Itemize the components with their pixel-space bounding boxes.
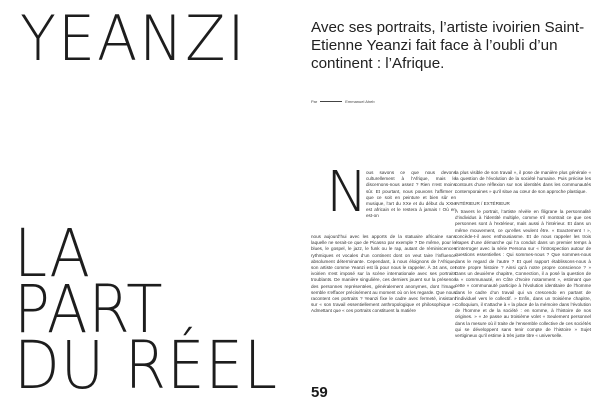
byline-prefix: Par [311,99,318,104]
article-column-a-top [366,170,456,220]
section-title-line-3: DU RÉEL [14,327,278,404]
byline-author: Emmanuel Aheb [345,99,375,104]
page-number: 59 [311,384,328,401]
header-title: YEANZI [20,2,247,75]
drop-cap: N [326,160,368,225]
article-column-b [455,170,591,339]
section-title-line-1: LA [14,215,91,292]
section-title [14,215,307,404]
byline-rule [320,101,342,102]
article-paragraph: ous savons ce que nous devons culturellement à l’Afrique, mais le discernons-nous assez ? Rien n’est moins sûr. Et pourtant, nous pouvons l’affirmer : que ce soit en peinture et bien sûr en musique, l’art du XXe et du début du XXIe est africain et le restera à jamais ! Où en est-on [366,170,456,219]
article-paragraph: nous aujourd’hui avec les apports de la statuaire africaine sans laquelle ne serait-ce que de Picasso par exemple ? De même, pour le blues, le gospel, le jazz, le funk ou le rap, autant de réminiscences rythmiques et vocales d’un continent dont on veut taire l’influence absolument déterminante. Cependant, à nous éloignons de l’Afrique, son artiste comme Yeanzi est là pour nous le rappeler. À 34 ans, cet ivoirien s’est imposé sur la scène internationale avec ses portraits troublants. De manière singulière, ces derniers jouent sur la présence des personnes représentées, généralement anonymes, dont l’image semble s’effacer précisément au moment où on les regarde. Que nous racontent ces portraits ? Yeanzi fixe le cadre avec fermeté, insistant sur « son travail essentiellement anthropologique et philosophique ». Admettant que « ces portraits constituent la matière [311,234,456,314]
byline [311,99,375,104]
article-column-a [311,234,456,315]
section-title-line-2: PART [14,271,164,348]
article-subhead: INTÉRIEUR / EXTÉRIEUR [455,200,510,206]
article-paragraph: À travers le portrait, l’artiste révèle en filigrane la personnalité d’individus à l’identité multiple, comme s’il montrait ce que ces personnes sont à l’extérieur, mais aussi à l’intérieur. Et dans un même mouvement, ce qu’elles veulent être. « Exactement ! », concède-t-il avec enthousiasme. Et de nous rappeler les trois étapes d’une démarche qui l’a conduit dans un premier temps à s’interroger avec la série Persona sur « l’introspection autour de questions essentielles : Qui sommes-nous ? Que sommes-nous dans le regard de l’autre ? Et quel rapport établissons-nous à notre propre histoire ? Ainsi qu’à notre propre conscience ? » Dans un deuxième chapitre, Connection, il a posé la question de la « communauté, en Côte d’Ivoire notamment », estimant que cette « communauté participe à l’évolution identitaire de l’homme dans le cadre d’un travail qui va crescendo en partant de l’individuel vers le collectif. » Enfin, dans un troisième chapitre, Colloquium, il s’attache à « la place de la mémoire dans l’évolution de l’homme et de la société : en somme, à l’histoire de nos origines. » « Je passe au troisième volet « Seulement personnel dans la mesure où il traite de l’ensemble collective de ces sociétés qui se développent sans tenir compte de l’histoire » Sujet vertigineux qu’il estime à très juste titre « universelle. [455,209,591,339]
article-paragraph: la plus visible de son travail », il pose de manière plus générale « la question de l’évolution de la société humaine. Puis précise les contours d’une réflexion sur nos identités dans les communautés contemporaines » qu’il situe au cœur de son approche plastique. [455,170,591,194]
header-lede: Avec ses portraits, l’artiste ivoirien Saint-Etienne Yeanzi fait face à l’oubli d’un continent : l’Afrique. [311,19,585,72]
